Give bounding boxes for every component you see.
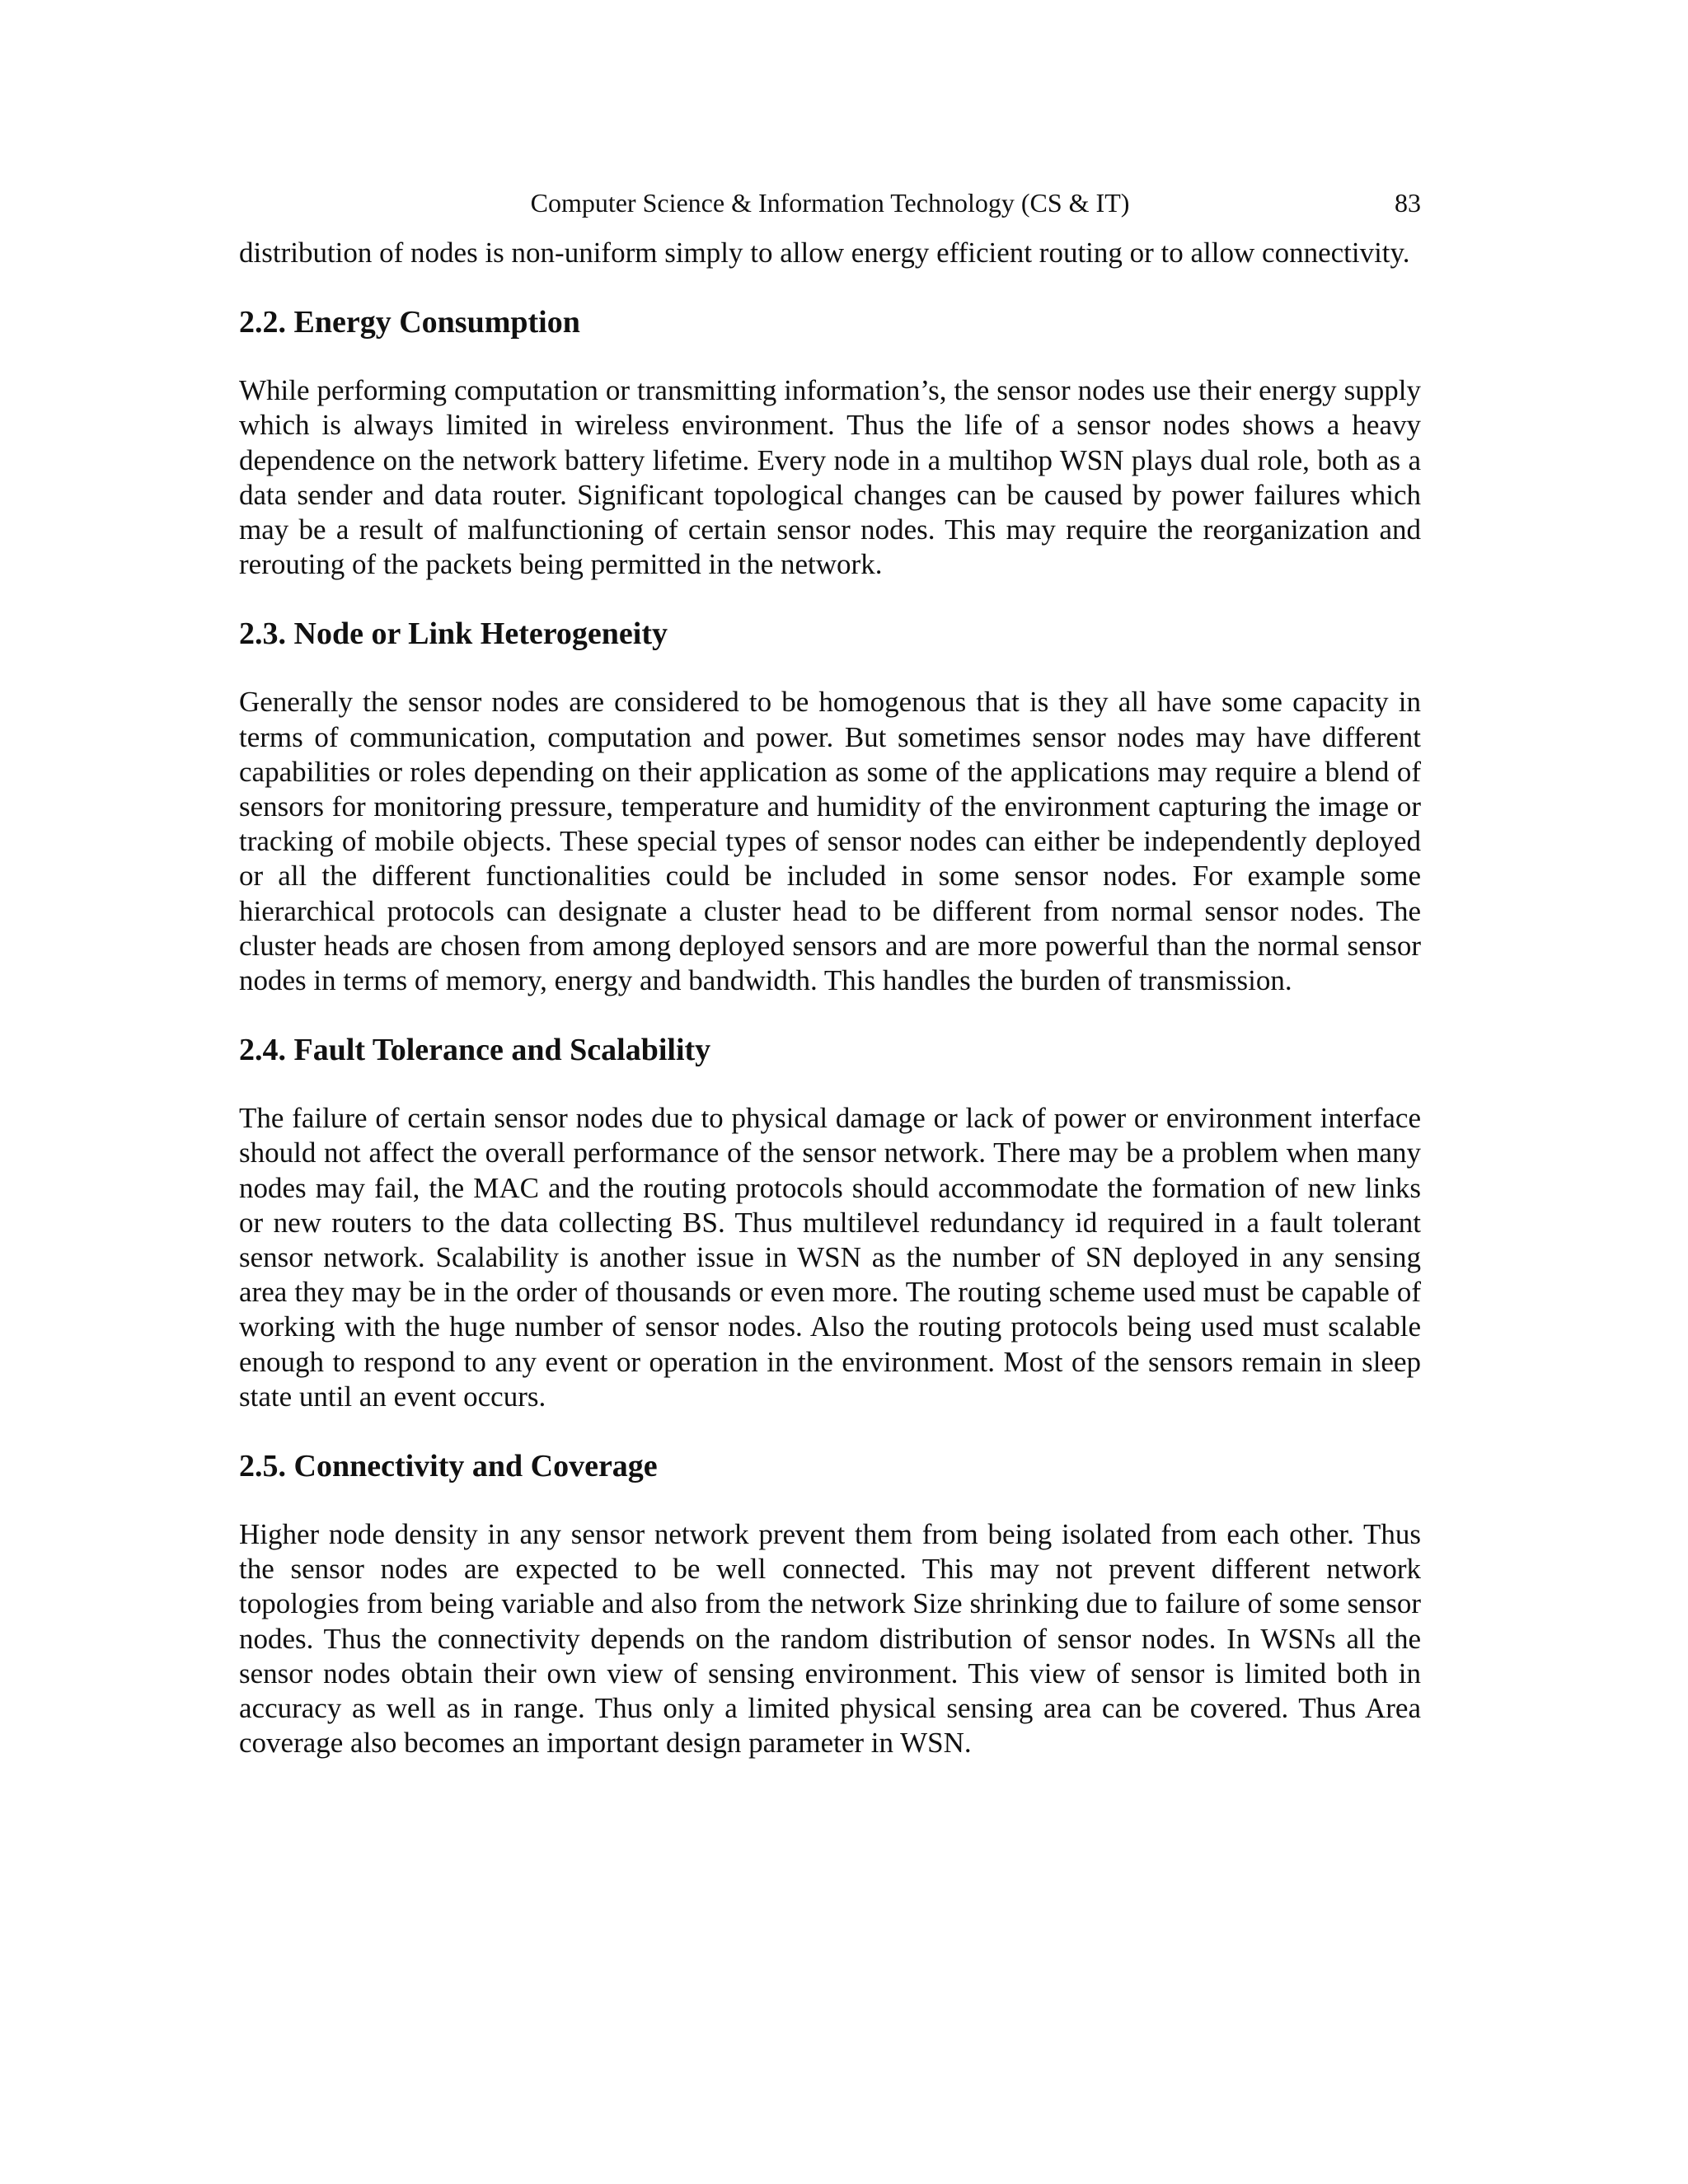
section-node-link-heterogeneity	[239, 615, 1421, 998]
section-fault-tolerance-scalability	[239, 1031, 1421, 1414]
section-heading: 2.2. Energy Consumption	[239, 305, 580, 340]
section-heading: 2.5. Connectivity and Coverage	[239, 1449, 658, 1484]
section-heading: 2.3. Node or Link Heterogeneity	[239, 616, 668, 652]
section-paragraph: The failure of certain sensor nodes due to physical damage or lack of power or environment interface should not affect the overall performance of the sensor network. There may be a problem when many nodes may fail, the MAC and the routing protocols should accommodate the formation of new links or new routers to the data collecting BS. Thus multilevel redundancy id required in a fault tolerant sensor network. Scalability is another issue in WSN as the number of SN deployed in any sensing area they may be in the order of thousands or even more. The routing scheme used must be capable of working with the huge number of sensor nodes. Also the routing protocols being used must scalable enough to respond to any event or operation in the environment. Most of the sensors remain in sleep state until an event occurs.	[239, 1102, 1421, 1413]
body-column	[239, 236, 1421, 1761]
page-number: 83	[1395, 188, 1421, 218]
section-energy-consumption	[239, 303, 1421, 582]
running-header	[239, 185, 1421, 221]
section-heading: 2.4. Fault Tolerance and Scalability	[239, 1033, 711, 1068]
section-connectivity-coverage	[239, 1447, 1421, 1760]
intro-paragraph: distribution of nodes is non-uniform simply to allow energy efficient routing or to allow connectivity.	[239, 237, 1410, 269]
section-paragraph: Higher node density in any sensor network prevent them from being isolated from each other. Thus the sensor nodes are expected to be well connected. This may not prevent different network topologies from being variable and also from the network Size shrinking due to failure of some sensor nodes. Thus the connectivity depends on the random distribution of sensor nodes. In WSNs all the sensor nodes obtain their own view of sensing environment. This view of sensor is limited both in accuracy as well as in range. Thus only a limited physical sensing area can be covered. Thus Area coverage also becomes an important design parameter in WSN.	[239, 1518, 1421, 1760]
section-paragraph: Generally the sensor nodes are considered to be homogenous that is they all have some capacity in terms of communication, computation and power. But sometimes sensor nodes may have different capabilities or roles depending on their application as some of the applications may require a blend of sensors for monitoring pressure, temperature and humidity of the environment capturing the image or tracking of mobile objects. These special types of sensor nodes can either be independently deployed or all the different functionalities could be included in some sensor nodes. For example some hierarchical protocols can designate a cluster head to be different from normal sensor nodes. The cluster heads are chosen from among deployed sensors and are more powerful than the normal sensor nodes in terms of memory, energy and bandwidth. This handles the burden of transmission.	[239, 686, 1421, 997]
section-paragraph: While performing computation or transmitting information’s, the sensor nodes use their energy supply which is always limited in wireless environment. Thus the life of a sensor nodes shows a heavy dependence on the network battery lifetime. Every node in a multihop WSN plays dual role, both as a data sender and data router. Significant topological changes can be caused by power failures which may be a result of malfunctioning of certain sensor nodes. This may require the reorganization and rerouting of the packets being permitted in the network.	[239, 374, 1421, 581]
journal-title: Computer Science & Information Technology (CS & IT)	[530, 188, 1130, 218]
